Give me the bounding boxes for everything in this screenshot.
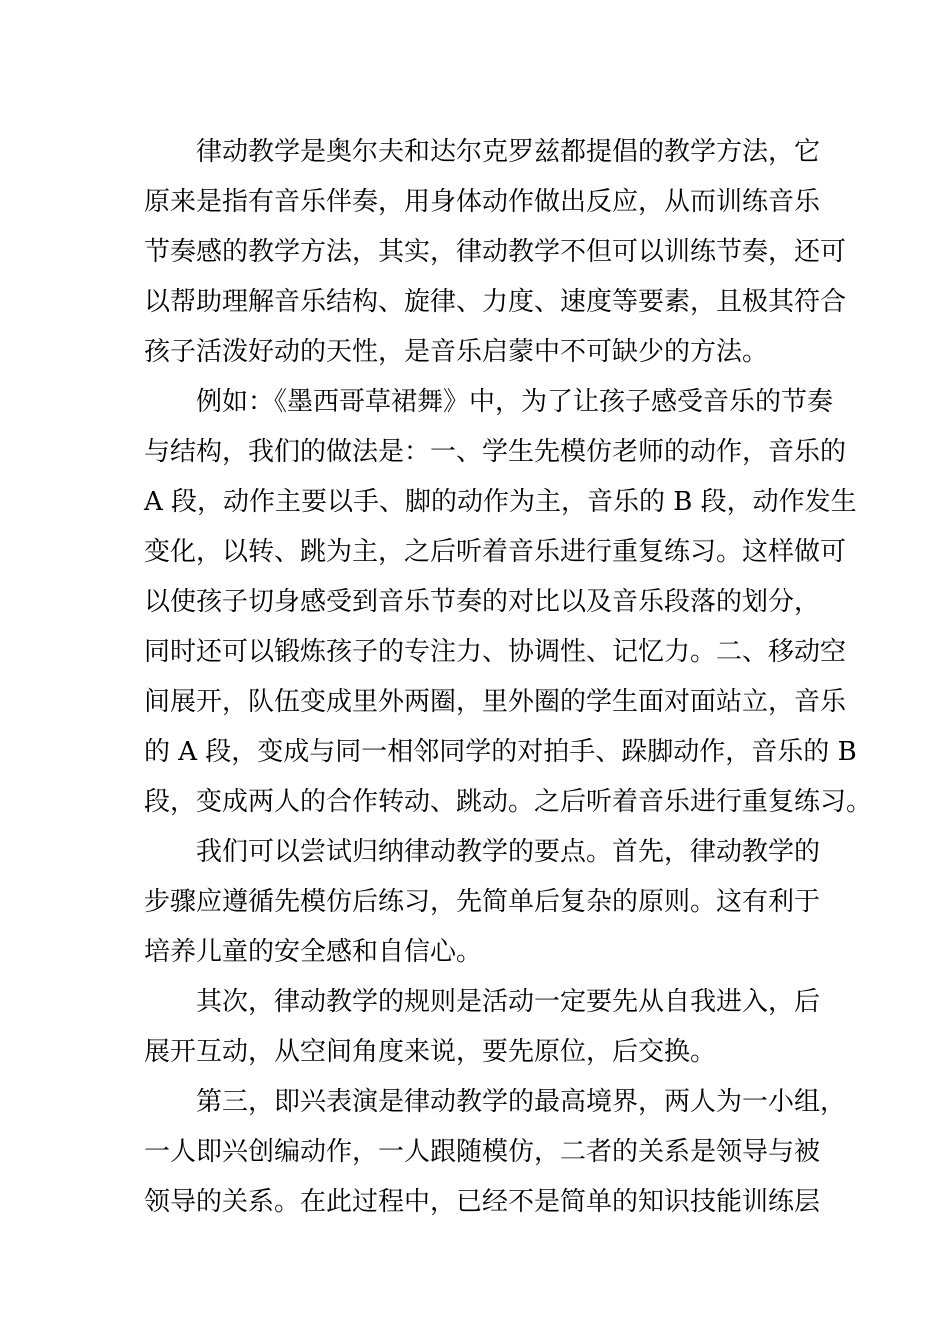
paragraph-1-line-1: 律动教学是奥尔夫和达尔克罗兹都提倡的教学方法，它 bbox=[196, 137, 821, 167]
paragraph-1-line-5: 孩子活泼好动的天性，是音乐启蒙中不可缺少的方法。 bbox=[144, 337, 769, 367]
paragraph-1-line-4: 以帮助理解音乐结构、旋律、力度、速度等要素，且极其符合 bbox=[144, 287, 847, 317]
paragraph-2-line-3: A 段，动作主要以手、脚的动作为主，音乐的 B 段，动作发生 bbox=[144, 487, 857, 517]
paragraph-5-line-3: 领导的关系。在此过程中，已经不是简单的知识技能训练层 bbox=[144, 1187, 821, 1217]
paragraph-4-line-2: 展开互动，从空间角度来说，要先原位，后交换。 bbox=[144, 1037, 717, 1067]
paragraph-2-line-4: 变化，以转、跳为主，之后听着音乐进行重复练习。这样做可 bbox=[144, 537, 847, 567]
paragraph-2-line-5: 以使孩子切身感受到音乐节奏的对比以及音乐段落的划分， bbox=[144, 587, 821, 617]
paragraph-3-line-1: 我们可以尝试归纳律动教学的要点。首先，律动教学的 bbox=[196, 837, 821, 867]
paragraph-2-line-7: 间展开，队伍变成里外两圈，里外圈的学生面对面站立，音乐 bbox=[144, 687, 847, 717]
body-text bbox=[144, 127, 873, 1227]
paragraph-2-line-6: 同时还可以锻炼孩子的专注力、协调性、记忆力。二、移动空 bbox=[144, 637, 847, 667]
paragraph-5-line-2: 一人即兴创编动作，一人跟随模仿，二者的关系是领导与被 bbox=[144, 1137, 821, 1167]
paragraph-5-line-1: 第三，即兴表演是律动教学的最高境界，两人为一小组， bbox=[196, 1087, 847, 1117]
paragraph-2-line-9: 段，变成两人的合作转动、跳动。之后听着音乐进行重复练习。 bbox=[144, 787, 873, 817]
paragraph-1-line-2: 原来是指有音乐伴奏，用身体动作做出反应，从而训练音乐 bbox=[144, 187, 821, 217]
paragraph-2-line-1: 例如：《墨西哥草裙舞》中，为了让孩子感受音乐的节奏 bbox=[196, 387, 834, 417]
paragraph-3-line-2: 步骤应遵循先模仿后练习，先简单后复杂的原则。这有利于 bbox=[144, 887, 821, 917]
paragraph-1-line-3: 节奏感的教学方法，其实，律动教学不但可以训练节奏，还可 bbox=[144, 237, 847, 267]
paragraph-2-line-2: 与结构，我们的做法是：一、学生先模仿老师的动作，音乐的 bbox=[144, 437, 847, 467]
paragraph-3-line-3: 培养儿童的安全感和自信心。 bbox=[144, 937, 483, 967]
paragraph-4-line-1: 其次，律动教学的规则是活动一定要先从自我进入，后 bbox=[196, 987, 821, 1017]
paragraph-2-line-8: 的 A 段，变成与同一相邻同学的对拍手、跺脚动作，音乐的 B bbox=[144, 737, 857, 767]
